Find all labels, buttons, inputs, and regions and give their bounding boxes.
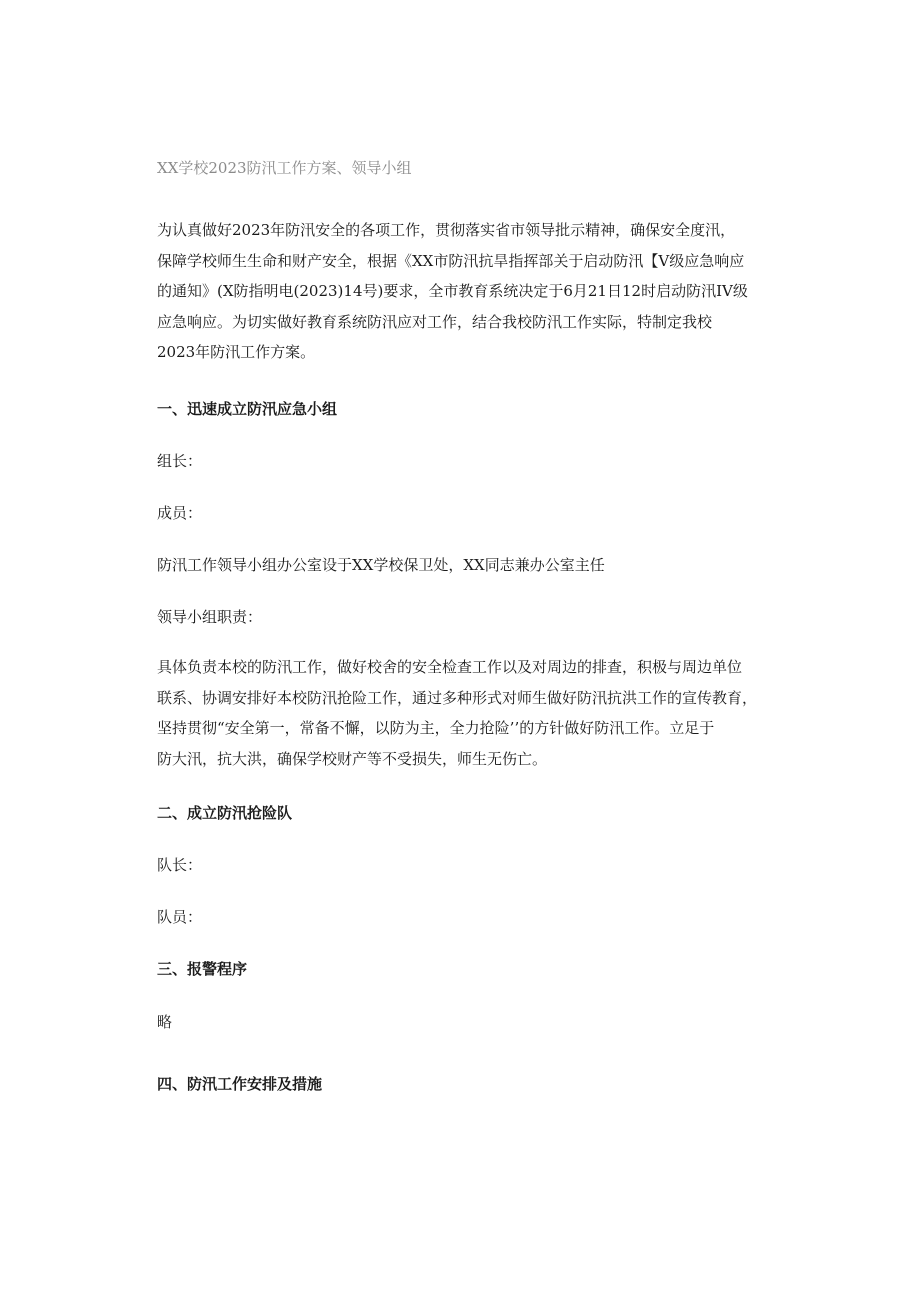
duties-label: 领导小组职责： (157, 608, 263, 626)
intro-line: 应急响应。为切实做好教育系统防汛应对工作，结合我校防汛工作实际，特制定我校 (157, 312, 713, 331)
group-members-label: 成员： (157, 504, 203, 522)
intro-paragraph (157, 215, 777, 368)
intro-line: 保障学校师生生命和财产安全，根据《XX市防汛抗旱指挥部关于启动防汛【V级应急响应 (157, 251, 745, 270)
duties-line: 联系、协调安排好本校防汛抢险工作，通过多种形式对师生做好防汛抗洪工作的宣传教育， (157, 688, 758, 707)
office-text: 防汛工作领导小组办公室设于XX学校保卫处，XX同志兼办公室主任 (157, 556, 605, 574)
intro-line: 的通知》(X防指明电(2023)14号)要求，全市教育系统决定于6月21日12时启动防汛IV级 (157, 282, 748, 300)
section-3-body: 略 (157, 1013, 173, 1031)
duties-line: 具体负责本校的防汛工作，做好校舍的安全检查工作以及对周边的排查，积极与周边单位 (157, 658, 743, 676)
section-3-heading: 三、报警程序 (157, 960, 248, 978)
intro-line: 为认真做好2023年防汛安全的各项工作，贯彻落实省市领导批示精神，确保安全度汛， (157, 221, 736, 239)
duties-paragraph (157, 652, 777, 774)
section-2-heading: 二、成立防汛抢险队 (157, 804, 293, 822)
duties-line: 坚持贯彻“安全第一，常备不懈，以防为主，全力抢险’’的方针做好防汛工作。立足于 (157, 719, 715, 737)
team-captain-label: 队长： (157, 856, 203, 874)
section-4-heading: 四、防汛工作安排及措施 (157, 1075, 323, 1093)
intro-line: 2023年防汛工作方案。 (157, 343, 316, 361)
team-members-label: 队员： (157, 908, 203, 926)
document-title: XX学校2023防汛工作方案、领导小组 (157, 159, 412, 177)
duties-line: 防大汛，抗大洪，确保学校财产等不受损失，师生无伤亡。 (157, 749, 548, 768)
section-1-heading: 一、迅速成立防汛应急小组 (157, 400, 338, 418)
group-leader-label: 组长： (157, 452, 203, 470)
